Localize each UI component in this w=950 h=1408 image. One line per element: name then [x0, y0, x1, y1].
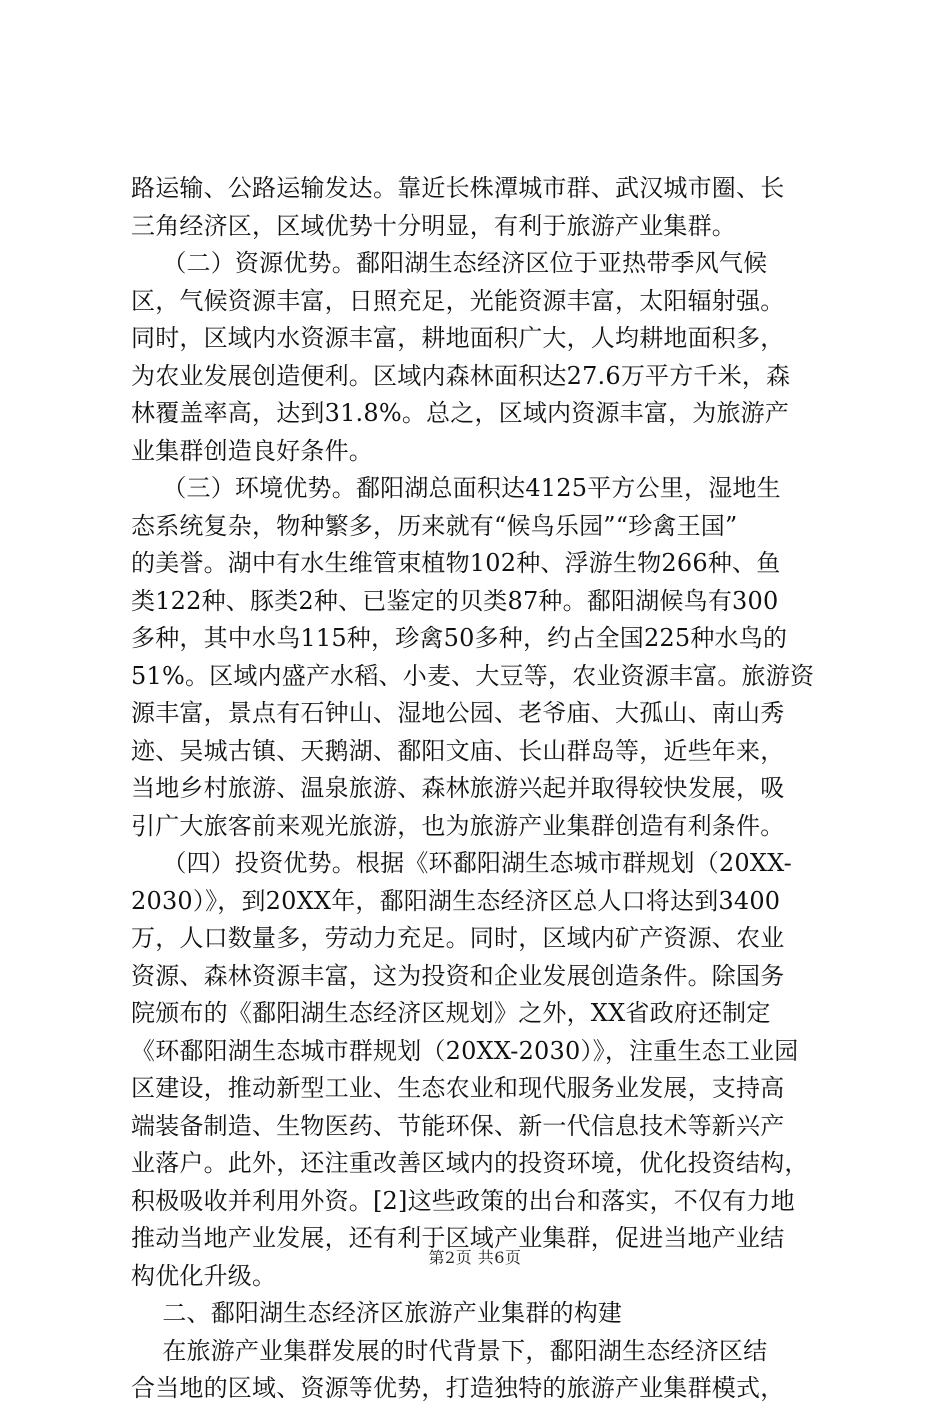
text-line: 业落户。此外，还注重改善区域内的投资环境，优化投资结构，	[131, 1149, 809, 1177]
text-line: 业集群创造良好条件。	[131, 436, 373, 465]
text-line: 林覆盖率高，达到31.8%。总之，区域内资源丰富，为旅游产	[131, 399, 790, 427]
text-line: 2030）》，到20XX年，鄱阳湖生态经济区总人口将达到3400	[131, 886, 781, 915]
text-line: 端装备制造、生物医药、节能环保、新一代信息技术等新兴产	[131, 1111, 785, 1140]
text-line: 同时，区域内水资源丰富，耕地面积广大，人均耕地面积多，	[131, 324, 785, 352]
text-line: 在旅游产业集群发展的时代背景下，鄱阳湖生态经济区结	[131, 1336, 768, 1365]
text-line: 当地乡村旅游、温泉旅游、森林旅游兴起并取得较快发展，吸	[131, 774, 785, 802]
page-footer: 第2页 共6页	[428, 1248, 522, 1267]
text-line: 合当地的区域、资源等优势，打造独特的旅游产业集群模式，	[131, 1374, 785, 1402]
text-line: 51%。区域内盛产水稻、小麦、大豆等，农业资源丰富。旅游资	[131, 661, 815, 690]
text-line: 院颁布的《鄱阳湖生态经济区规划》之外，XX省政府还制定	[131, 999, 771, 1027]
text-line: 二、鄱阳湖生态经济区旅游产业集群的构建	[131, 1299, 623, 1327]
text-line: 万，人口数量多，劳动力充足。同时，区域内矿产资源、农业	[131, 924, 785, 952]
text-line: （二）资源优势。鄱阳湖生态经济区位于亚热带季风气候	[131, 249, 768, 277]
text-line: 的美誉。湖中有水生维管束植物102种、浮游生物266种、鱼	[131, 549, 781, 577]
text-line: 路运输、公路运输发达。靠近长株潭城市群、武汉城市圈、长	[131, 174, 785, 202]
text-line: 积极吸收并利用外资。[2]这些政策的出台和落实，不仅有力地	[131, 1186, 795, 1215]
text-line: 源丰富，景点有石钟山、湿地公园、老爷庙、大孤山、南山秀	[131, 699, 785, 727]
text-line: 迹、吴城古镇、天鹅湖、鄱阳文庙、长山群岛等，近些年来，	[131, 736, 785, 765]
text-line: 三角经济区，区域优势十分明显，有利于旅游产业集群。	[131, 211, 736, 240]
text-line: （四）投资优势。根据《环鄱阳湖生态城市群规划（20XX-	[131, 849, 792, 877]
text-line: 区建设，推动新型工业、生态农业和现代服务业发展，支持高	[131, 1074, 785, 1102]
text-line: 推动当地产业发展，还有利于区域产业集群，促进当地产业结	[131, 1224, 785, 1252]
text-line: 《环鄱阳湖生态城市群规划（20XX-2030）》，注重生态工业园	[131, 1036, 799, 1065]
text-line: 构优化升级。	[131, 1261, 277, 1290]
text-line: 多种，其中水鸟115种，珍禽50多种，约占全国225种水鸟的	[131, 624, 788, 652]
document-body	[131, 170, 833, 1408]
text-line: 资源、森林资源丰富，这为投资和企业发展创造条件。除国务	[131, 961, 785, 990]
text-line: 引广大旅客前来观光旅游，也为旅游产业集群创造有利条件。	[131, 811, 785, 840]
text-line: 为农业发展创造便利。区域内森林面积达27.6万平方千米，森	[131, 361, 791, 390]
text-line: 态系统复杂，物种繁多，历来就有“候鸟乐园”“珍禽王国”	[131, 511, 738, 540]
text-line: 类122种、豚类2种、已鉴定的贝类87种。鄱阳湖候鸟有300	[131, 586, 779, 615]
text-line: 区，气候资源丰富，日照充足，光能资源丰富，太阳辐射强。	[131, 286, 785, 315]
text-line: （三）环境优势。鄱阳湖总面积达4125平方公里，湿地生	[131, 474, 781, 502]
